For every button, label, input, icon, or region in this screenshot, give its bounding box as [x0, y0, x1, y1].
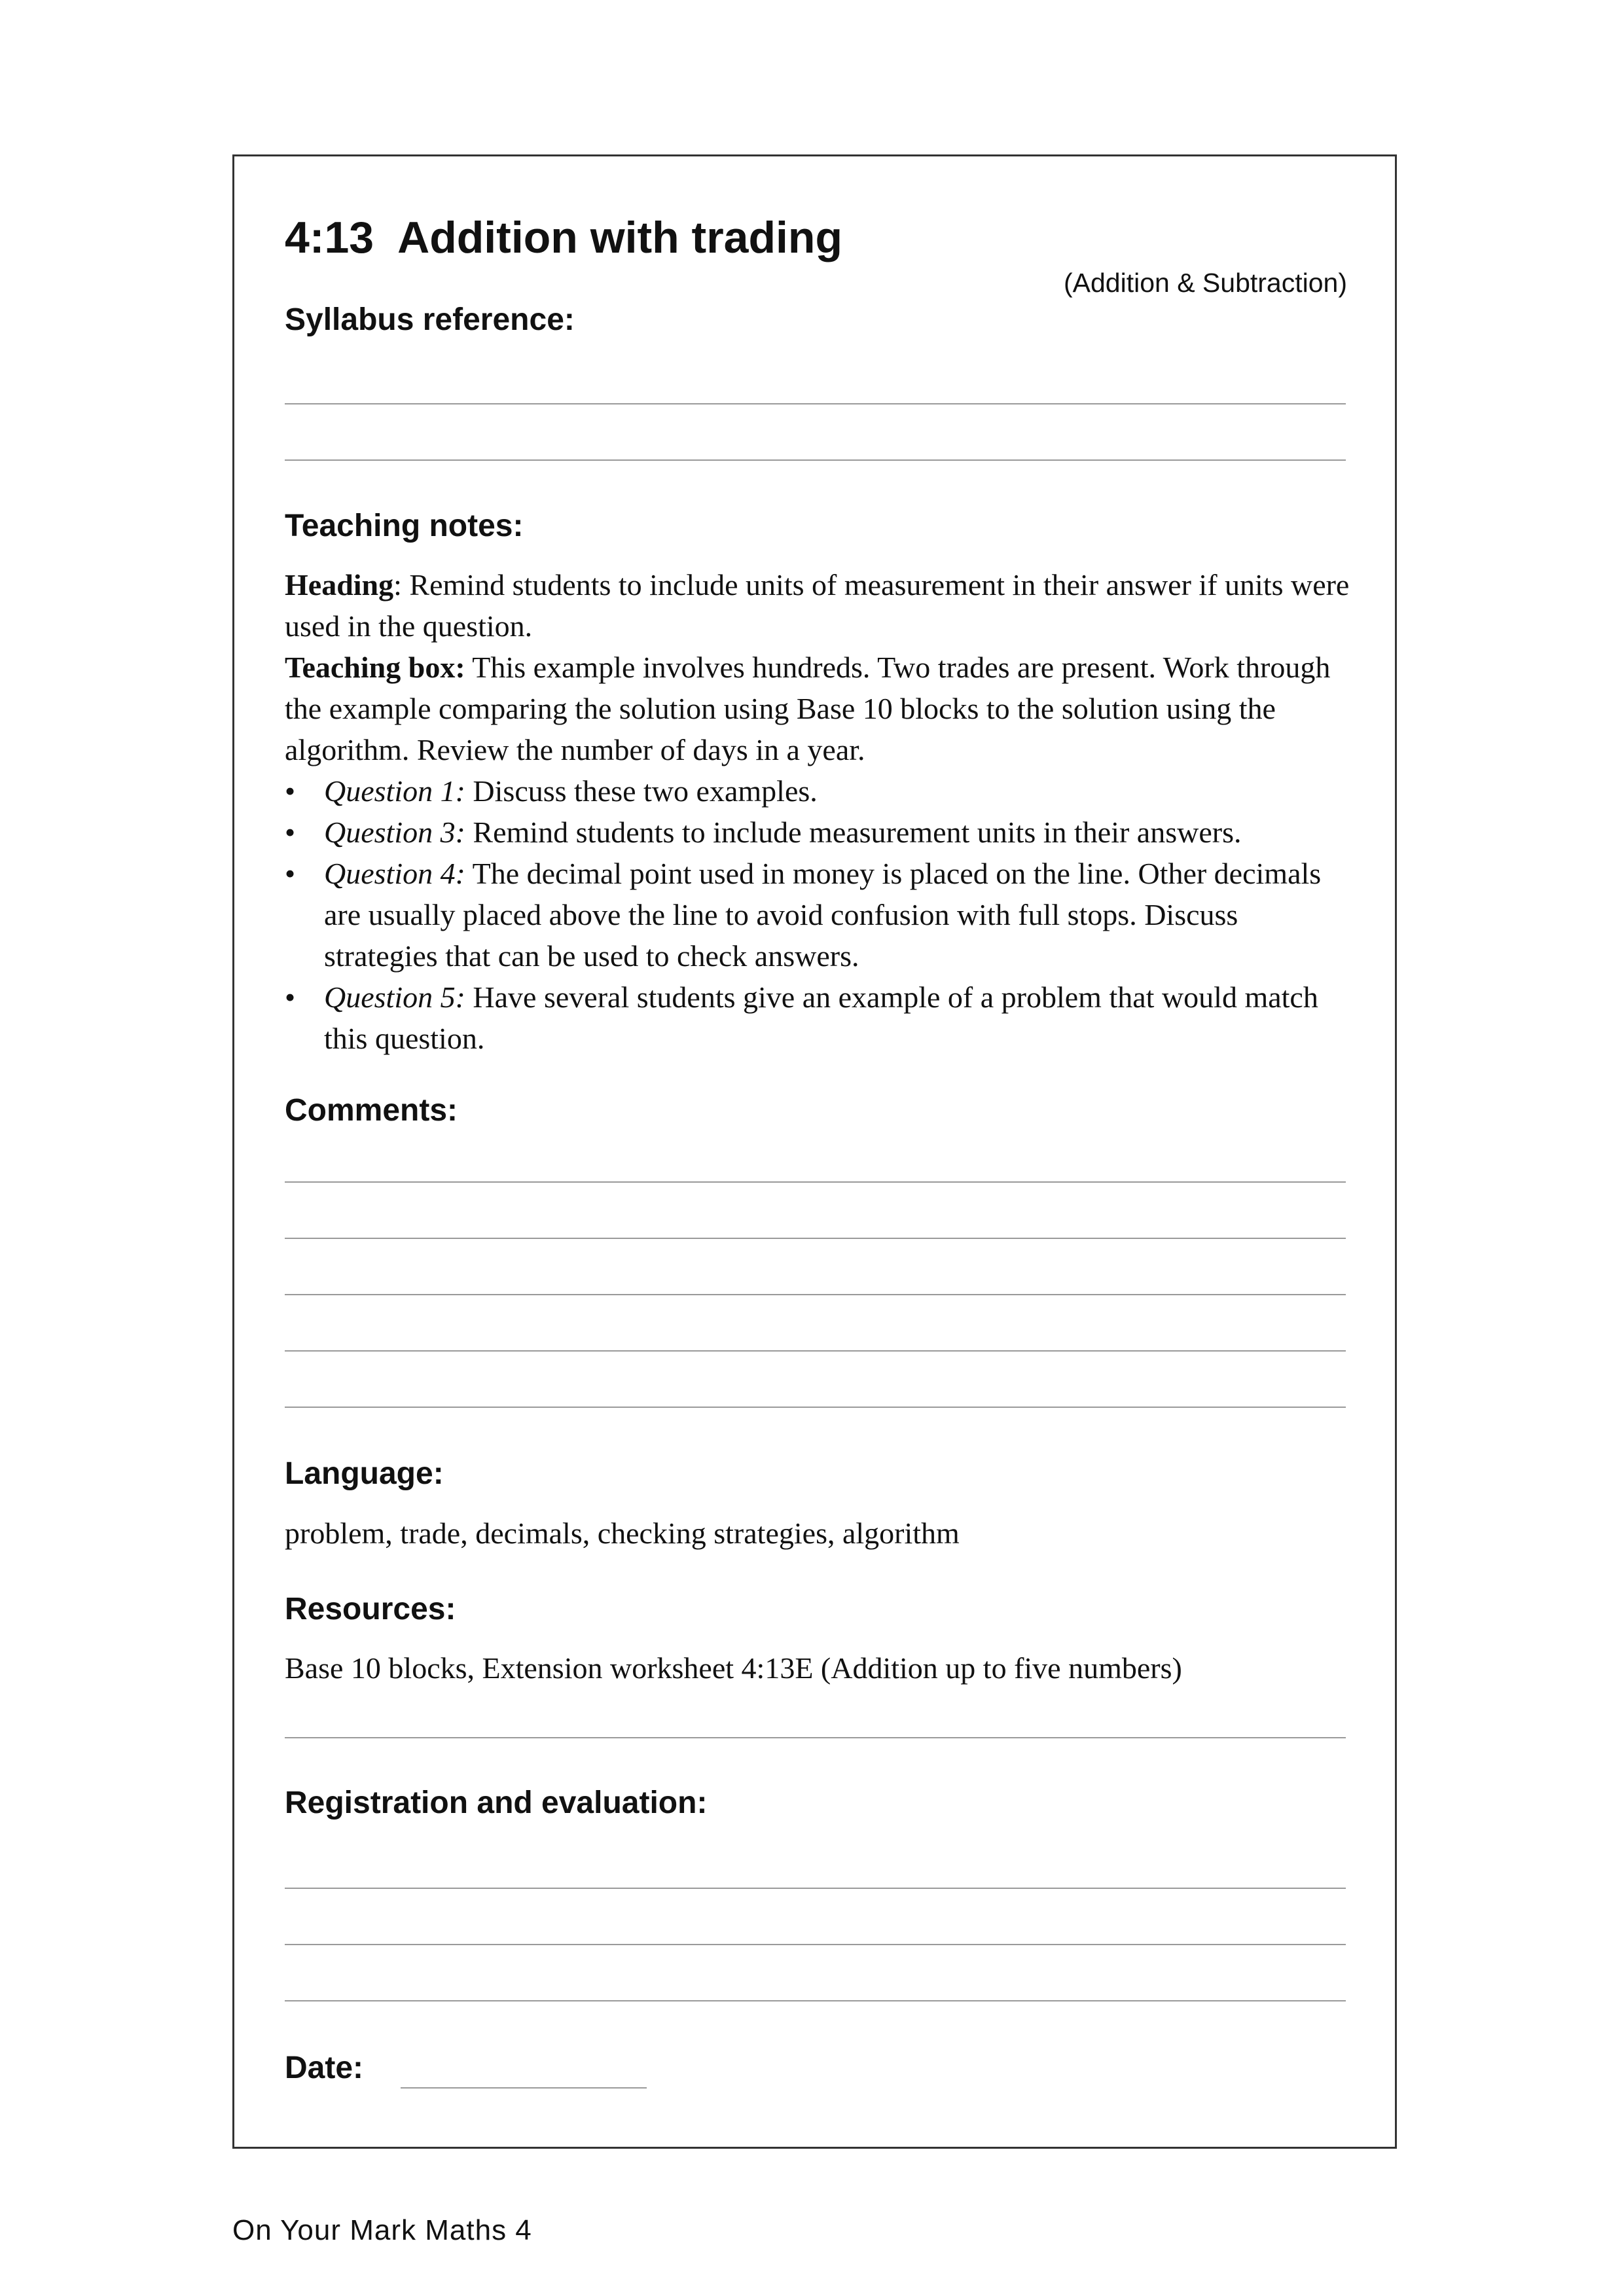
- category-label: (Addition & Subtraction): [1063, 268, 1347, 298]
- worksheet-number: 4:13: [285, 213, 374, 262]
- question-label: Question 1:: [324, 774, 465, 808]
- heading-note: [285, 564, 1358, 647]
- question-text: The decimal point used in money is placed on the line. Other decimals are usually placed above the line to avoid confusion with full stops. Discuss strategies that can be used to check answers.: [324, 857, 1322, 973]
- question-text: Discuss these two examples.: [465, 774, 818, 808]
- language-heading: Language:: [285, 1456, 444, 1491]
- resources-line: [285, 1737, 1346, 1738]
- registration-line-2: [285, 1944, 1346, 1945]
- heading-note-text: : Remind students to include units of measurement in their answer if units were used in the question.: [285, 568, 1350, 643]
- syllabus-line-2: [285, 459, 1346, 461]
- list-item: • Question 1: Discuss these two examples.: [285, 774, 818, 808]
- footer-text: On Your Mark Maths 4: [232, 2214, 532, 2246]
- syllabus-heading: Syllabus reference:: [285, 302, 575, 337]
- worksheet-frame: [232, 154, 1397, 2149]
- question-label: Question 4:: [324, 857, 465, 890]
- list-item: • Question 3: Remind students to include measurement units in their answers.: [285, 816, 1242, 849]
- teaching-box-text: This example involves hundreds. Two trades are present. Work through the example comparing the solution using Base 10 blocks to the solution using the algorithm. Review the number of days in a year.: [285, 651, 1331, 766]
- question-text: Remind students to include measurement units in their answers.: [465, 816, 1242, 849]
- list-item: • Question 5: Have several students give an example of a problem that would match this question.: [285, 980, 1318, 1055]
- resources-text: Base 10 blocks, Extension worksheet 4:13E (Addition up to five numbers): [285, 1651, 1182, 1685]
- question-label: Question 5:: [324, 980, 465, 1014]
- list-item: • Question 4: The decimal point used in money is placed on the line. Other decimals are usually placed above the line to avoid confusion with full stops. Discuss strategies that can be used to check answers.: [285, 857, 1322, 973]
- teaching-notes-heading: Teaching notes:: [285, 509, 524, 543]
- comments-line-5: [285, 1407, 1346, 1408]
- teaching-notes-body: [285, 564, 1358, 1059]
- comments-line-1: [285, 1181, 1346, 1183]
- registration-line-3: [285, 2000, 1346, 2001]
- question-label: Question 3:: [324, 816, 465, 849]
- syllabus-line-1: [285, 403, 1346, 404]
- date-label: Date:: [285, 2051, 364, 2085]
- question-text: Have several students give an example of a problem that would match this question.: [324, 980, 1318, 1055]
- question-notes-list: [285, 770, 1358, 1059]
- comments-line-3: [285, 1294, 1346, 1295]
- teaching-box-label: Teaching box:: [285, 651, 465, 684]
- heading-note-label: Heading: [285, 568, 394, 601]
- date-line: [401, 2087, 647, 2089]
- comments-line-2: [285, 1238, 1346, 1239]
- registration-line-1: [285, 1888, 1346, 1889]
- page-title: [285, 208, 842, 267]
- registration-heading: Registration and evaluation:: [285, 1785, 708, 1820]
- teaching-box-note: [285, 647, 1358, 770]
- comments-heading: Comments:: [285, 1093, 458, 1128]
- language-text: problem, trade, decimals, checking strategies, algorithm: [285, 1516, 960, 1550]
- worksheet-title: Addition with trading: [397, 213, 842, 262]
- resources-heading: Resources:: [285, 1592, 456, 1626]
- comments-line-4: [285, 1350, 1346, 1352]
